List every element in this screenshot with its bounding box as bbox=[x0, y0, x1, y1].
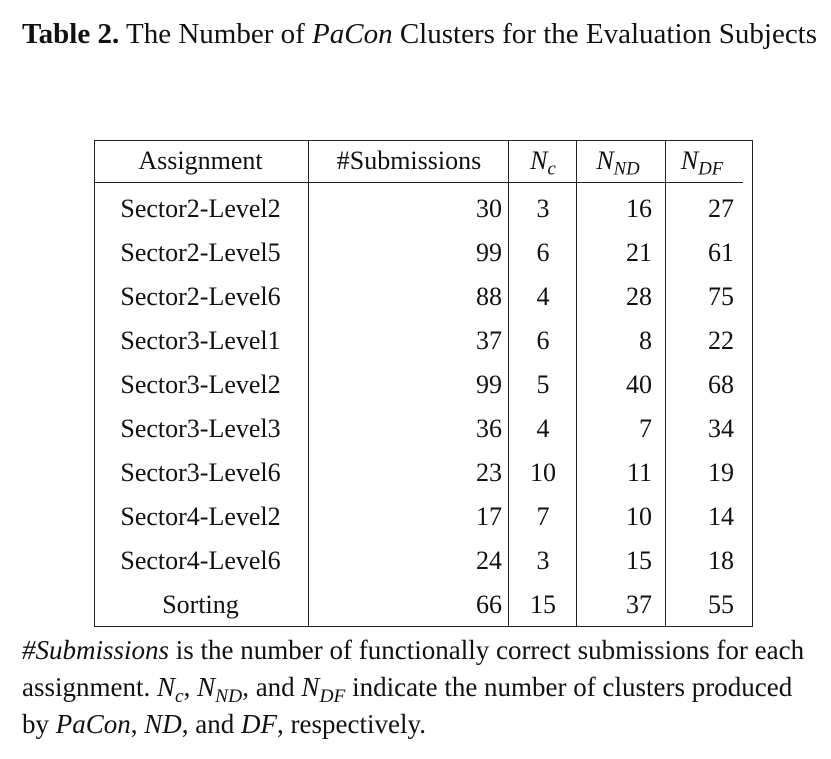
cell-submissions: 17 bbox=[476, 502, 502, 531]
cell-ndf: 34 bbox=[708, 414, 734, 443]
cell-ndf: 75 bbox=[708, 282, 734, 311]
column-divider bbox=[508, 140, 509, 627]
note-separator-2: , and bbox=[242, 672, 295, 702]
note-text-1: is the number of functionally correct submissions for each assignment. bbox=[22, 635, 805, 702]
cell-nnd: 40 bbox=[626, 370, 652, 399]
header-nc bbox=[511, 140, 575, 183]
note-nc-symbol: N bbox=[157, 672, 176, 702]
column-divider bbox=[308, 140, 309, 627]
table-row bbox=[94, 231, 743, 275]
cell-nc: 6 bbox=[536, 326, 550, 355]
table-row bbox=[94, 275, 743, 319]
note-ndf-symbol: N bbox=[301, 672, 320, 702]
note-nnd-symbol: N bbox=[197, 672, 216, 702]
table-header-row bbox=[94, 140, 743, 183]
note-text-3: , respectively. bbox=[277, 709, 426, 739]
cell-nnd: 37 bbox=[626, 590, 652, 619]
note-tool-df: DF bbox=[241, 709, 278, 739]
cell-ndf: 22 bbox=[708, 326, 734, 355]
caption-text-after: Clusters for the Evaluation Subjects bbox=[399, 18, 818, 50]
cell-ndf: 68 bbox=[708, 370, 734, 399]
table-row bbox=[94, 495, 743, 539]
cell-assignment: Sector4-Level6 bbox=[120, 546, 281, 575]
table-row bbox=[94, 451, 743, 495]
header-nnd bbox=[575, 140, 661, 183]
cell-submissions: 24 bbox=[476, 546, 502, 575]
cell-nnd: 8 bbox=[639, 326, 652, 355]
note-nc-subscript: c bbox=[175, 685, 184, 707]
header-submissions: #Submissions bbox=[307, 140, 511, 183]
table-note bbox=[22, 632, 822, 743]
table-row bbox=[94, 407, 743, 451]
note-text-2: indicate the number of clusters produced by bbox=[22, 672, 793, 739]
cell-submissions: 37 bbox=[476, 326, 502, 355]
cell-nc: 7 bbox=[536, 502, 550, 531]
cell-assignment: Sector3-Level2 bbox=[120, 370, 281, 399]
cell-nc: 6 bbox=[536, 238, 550, 267]
cell-nnd: 7 bbox=[639, 414, 652, 443]
column-divider bbox=[576, 140, 577, 627]
table-row bbox=[94, 539, 743, 583]
cell-assignment: Sector4-Level2 bbox=[120, 502, 281, 531]
note-nnd-subscript: ND bbox=[215, 685, 243, 707]
table-row bbox=[94, 183, 743, 232]
table-row bbox=[94, 583, 743, 627]
header-ndf-subscript: DF bbox=[698, 158, 724, 180]
note-term: #Submissions bbox=[22, 635, 170, 665]
note-ndf-subscript: DF bbox=[319, 685, 346, 707]
cell-nc: 5 bbox=[536, 370, 550, 399]
header-nc-symbol: N bbox=[530, 146, 548, 175]
table-row bbox=[94, 319, 743, 363]
note-tool-pacon: PaCon bbox=[55, 709, 131, 739]
cell-nc: 3 bbox=[536, 194, 550, 223]
cell-nnd: 11 bbox=[626, 458, 652, 487]
cell-nnd: 16 bbox=[626, 194, 652, 223]
column-divider bbox=[665, 140, 666, 627]
cell-assignment: Sector3-Level6 bbox=[120, 458, 281, 487]
cell-assignment: Sector2-Level2 bbox=[120, 194, 281, 223]
caption-label: Table 2. bbox=[22, 18, 120, 50]
cell-assignment: Sector3-Level1 bbox=[120, 326, 281, 355]
header-nnd-subscript: ND bbox=[613, 158, 640, 180]
cell-assignment: Sector3-Level3 bbox=[120, 414, 281, 443]
cell-nc: 4 bbox=[536, 282, 550, 311]
note-separator-1: , bbox=[183, 672, 191, 702]
cell-nc: 10 bbox=[530, 458, 556, 487]
cell-nnd: 21 bbox=[626, 238, 652, 267]
cell-nnd: 28 bbox=[626, 282, 652, 311]
caption-tool-name: PaCon bbox=[312, 18, 393, 50]
cell-submissions: 30 bbox=[476, 194, 502, 223]
cell-nc: 15 bbox=[530, 590, 556, 619]
cell-ndf: 19 bbox=[708, 458, 734, 487]
cell-nc: 3 bbox=[536, 546, 550, 575]
cell-assignment: Sector2-Level5 bbox=[120, 238, 281, 267]
note-separator-3: , bbox=[130, 709, 138, 739]
cell-submissions: 88 bbox=[476, 282, 502, 311]
header-nc-subscript: c bbox=[547, 158, 556, 180]
cell-submissions: 99 bbox=[476, 370, 502, 399]
cell-ndf: 27 bbox=[708, 194, 734, 223]
table-caption bbox=[22, 14, 822, 54]
header-assignment: Assignment bbox=[94, 140, 307, 183]
table-row bbox=[94, 363, 743, 407]
note-separator-4: , and bbox=[181, 709, 235, 739]
header-nnd-symbol: N bbox=[596, 146, 614, 175]
header-ndf bbox=[661, 140, 743, 183]
caption-text-before: The Number of bbox=[125, 18, 305, 50]
cell-ndf: 14 bbox=[708, 502, 734, 531]
header-ndf-symbol: N bbox=[680, 146, 699, 175]
cell-assignment: Sector2-Level6 bbox=[120, 282, 281, 311]
table-body bbox=[94, 183, 743, 628]
cell-ndf: 18 bbox=[708, 546, 734, 575]
cell-ndf: 55 bbox=[708, 590, 734, 619]
cell-submissions: 99 bbox=[476, 238, 502, 267]
clusters-table bbox=[94, 140, 743, 627]
cell-ndf: 61 bbox=[708, 238, 734, 267]
cell-nnd: 15 bbox=[626, 546, 652, 575]
cell-nc: 4 bbox=[536, 414, 550, 443]
cell-submissions: 23 bbox=[476, 458, 502, 487]
cell-nnd: 10 bbox=[626, 502, 652, 531]
cell-submissions: 36 bbox=[476, 414, 502, 443]
cell-submissions: 66 bbox=[476, 590, 502, 619]
cell-assignment: Sorting bbox=[162, 590, 239, 619]
note-tool-nd: ND bbox=[144, 709, 182, 739]
